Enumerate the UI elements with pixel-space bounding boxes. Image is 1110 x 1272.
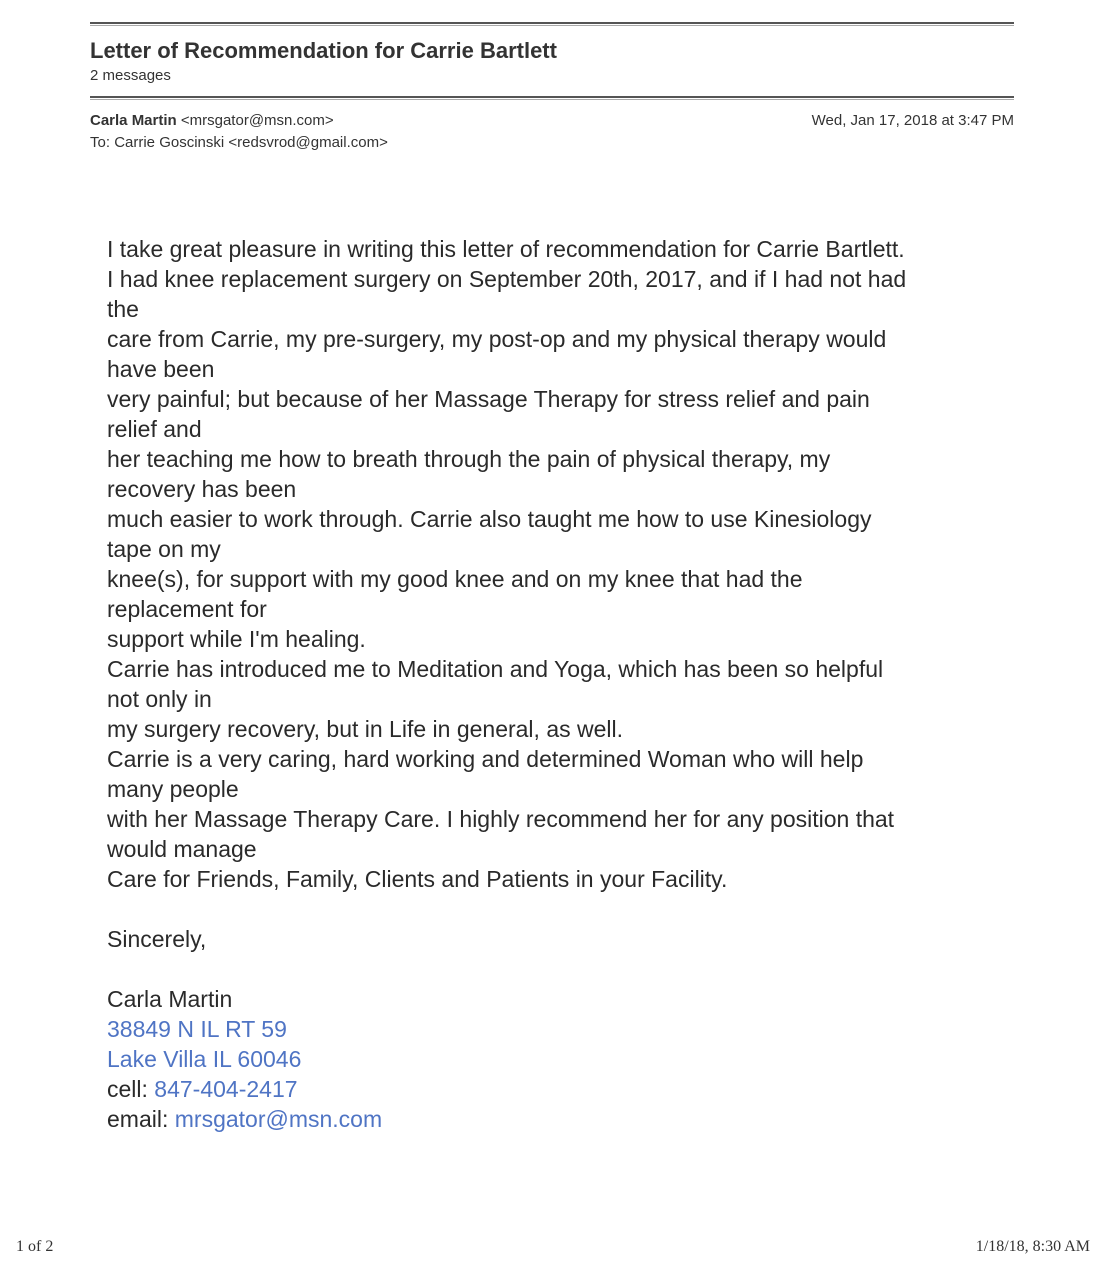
body-line: tape on my	[107, 536, 221, 562]
body-line: care from Carrie, my pre-surgery, my post-op and my physical therapy would	[107, 326, 887, 352]
body-line: the	[107, 296, 139, 322]
body-line: not only in	[107, 686, 212, 712]
recipient-address[interactable]: <redsvrod@gmail.com>	[228, 134, 388, 151]
address-line-2-link[interactable]: Lake Villa IL 60046	[107, 1046, 302, 1072]
body-line: many people	[107, 776, 239, 802]
body-line: relief and	[107, 416, 202, 442]
address-line-1-link[interactable]: 38849 N IL RT 59	[107, 1016, 287, 1042]
email-address-link[interactable]: mrsgator@msn.com	[174, 1106, 383, 1132]
cell-line	[107, 1074, 1007, 1104]
body-line: I take great pleasure in writing this letter of recommendation for Carrie Bartlett.	[107, 236, 905, 262]
body-line: her teaching me how to breath through the pain of physical therapy, my	[107, 446, 831, 472]
body-line: replacement for	[107, 596, 267, 622]
sender-name[interactable]: Carla Martin	[90, 112, 177, 129]
closing: Sincerely,	[107, 926, 207, 952]
body-line: very painful; but because of her Massage Therapy for stress relief and pain	[107, 386, 870, 412]
paragraph-spacer	[107, 954, 1007, 984]
body-line: much easier to work through. Carrie also taught me how to use Kinesiology	[107, 506, 872, 532]
body-line: have been	[107, 356, 215, 382]
sent-date: Wed, Jan 17, 2018 at 3:47 PM	[811, 112, 1014, 129]
message-count: 2 messages	[90, 67, 171, 84]
header-divider-rule	[90, 96, 1014, 100]
body-line: Carrie is a very caring, hard working and determined Woman who will help	[107, 746, 864, 772]
header-top-rule	[90, 22, 1014, 26]
body-line: I had knee replacement surgery on September 20th, 2017, and if I had not had	[107, 266, 907, 292]
body-line: recovery has been	[107, 476, 297, 502]
paragraph-spacer	[107, 894, 1007, 924]
recipient-name[interactable]: Carrie Goscinski	[114, 134, 225, 151]
body-line: my surgery recovery, but in Life in general, as well.	[107, 716, 624, 742]
body-line: would manage	[107, 836, 257, 862]
cell-phone-link[interactable]: 847-404-2417	[154, 1076, 298, 1102]
sender-address[interactable]: <mrsgator@msn.com>	[180, 112, 334, 129]
body-line: Carrie has introduced me to Meditation and Yoga, which has been so helpful	[107, 656, 884, 682]
signature-name: Carla Martin	[107, 986, 233, 1012]
cell-label: cell:	[107, 1076, 148, 1102]
email-subject: Letter of Recommendation for Carrie Bartlett	[90, 38, 557, 63]
email-body	[107, 234, 1007, 1134]
to-line	[90, 134, 388, 151]
email-line	[107, 1104, 1007, 1134]
from-line	[90, 112, 334, 129]
print-timestamp: 1/18/18, 8:30 AM	[975, 1238, 1090, 1255]
email-label: email:	[107, 1106, 169, 1132]
body-line: support while I'm healing.	[107, 626, 366, 652]
page-number: 1 of 2	[16, 1238, 54, 1255]
to-label: To:	[90, 134, 111, 151]
body-line: with her Massage Therapy Care. I highly recommend her for any position that	[107, 806, 895, 832]
body-line: Care for Friends, Family, Clients and Patients in your Facility.	[107, 866, 728, 892]
body-line: knee(s), for support with my good knee and on my knee that had the	[107, 566, 803, 592]
